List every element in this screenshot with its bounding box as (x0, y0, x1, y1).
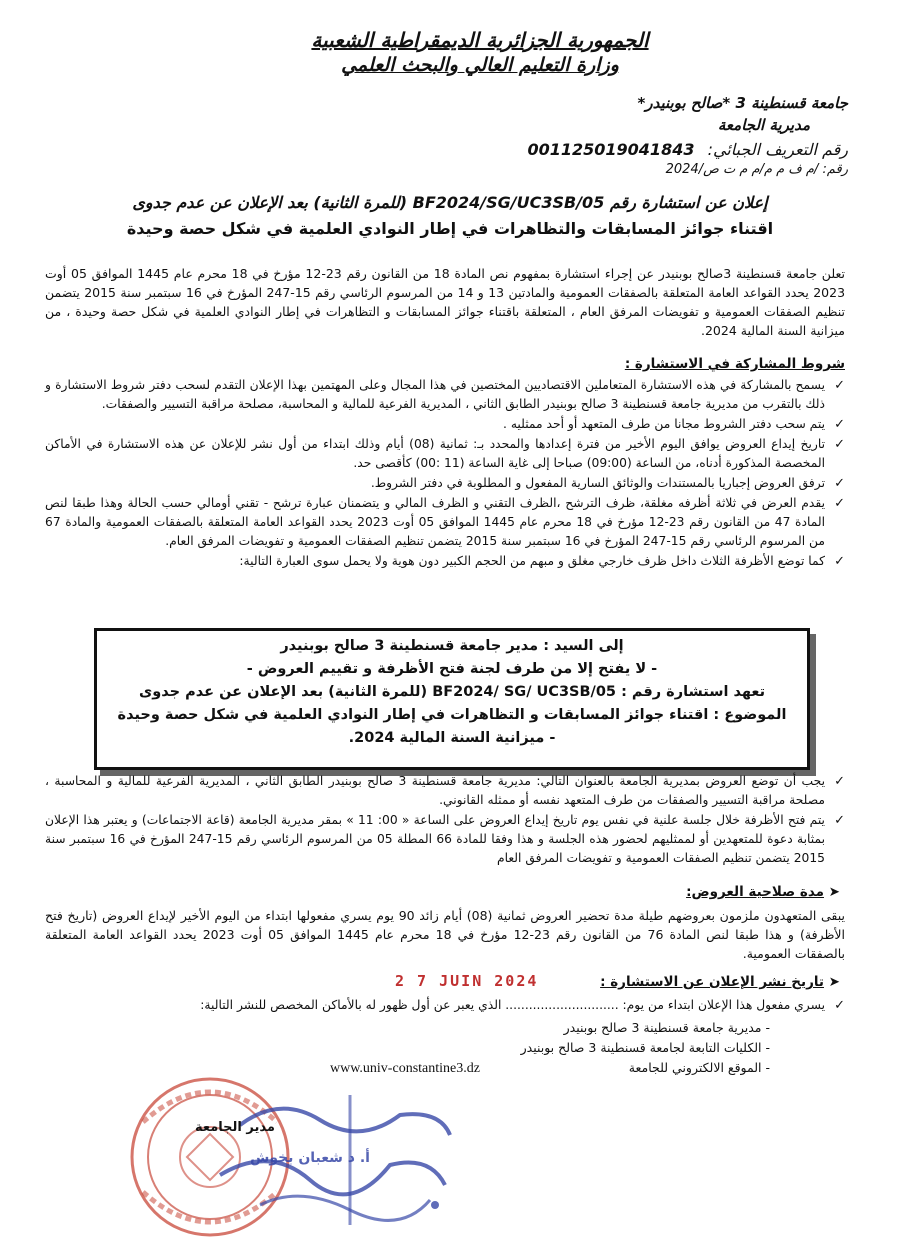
directorate-name: مديرية الجامعة (717, 116, 810, 134)
signatory-title: مدير الجامعة (195, 1120, 275, 1135)
publication-heading: ➤ تاريخ نشر الإعلان عن الاستشارة : (600, 974, 840, 990)
list-item: ✓ يتم سحب دفتر الشروط مجانا من طرف المتعهد أو أحد ممثليه . (45, 415, 845, 434)
university-name: جامعة قسنطينة 3 *صالح بوبنيدر* (637, 94, 848, 112)
intro-paragraph: تعلن جامعة قسنطينة 3صالح بوبنيدر عن إجراء استشارة بمفهوم نص المادة 18 من القانون رقم 23-12 مؤرخ في 18 محرم عام 1445 الموافق 05 أوت 2023 يحدد القواعد العامة المتعلقة بالصفقات العمومية والمادتين 13 و 14 من المرسوم الرئاسي رقم 15-247 المؤرخ في 16 سبتمبر سنة 2015 يتضمن تنظيم الصفقات العمومية و تفويضات المرفق العام ، المتعلقة باقتناء جوائز المسابقات و التظاهرات في إطار النوادي العلمية في شكل حصة وحيدة ، من ميزانية السنة المالية 2024. (45, 266, 846, 338)
list-item: - مديرية جامعة قسنطينة 3 صالح بوبنيدر (521, 1018, 770, 1038)
notice-title (60, 190, 840, 242)
list-item: ✓ يسمح بالمشاركة في هذه الاستشارة المتعاملين الاقتصاديين المختصين في هذا المجال وعلى المهتمين بهذا الإعلان التقدم لسحب دفتر شروط الاستشارة و ذلك بالتقرب من مديرية جامعة قسنطينة 3 صالح بوبنيدر الطابق الثاني ، المديرية الفرعية للمالية و المحاسبة، مصلحة مراقبة التسيير والصفقات. (45, 376, 845, 414)
title-line-2: اقتناء جوائز المسابقات والتظاهرات في إطار النوادي العلمية في شكل حصة وحيدة (126, 219, 774, 238)
signatory-name: أ. د شعبان بخوش (250, 1150, 370, 1166)
date-stamp: 2 7 JUIN 2024 (395, 972, 539, 990)
envelope-subject: الموضوع : اقتناء جوائز المسابقات و التظاهرات في إطار النوادي العلمية في شكل حصة وحيدة (117, 707, 787, 723)
validity-paragraph: يبقى المتعهدون ملزمون بعروضهم طيلة مدة تحضير العروض ثمانية (08) أيام زائد 90 يوم يسري مفعولها ابتداء من اليوم الأخير لإيداع العروض (تاريخ فتح الأظرفة) و هذا طبقا لنص المادة 76 من القانون رقم 23-12 مؤرخ في 18 محرم عام 1445 الموافق 05 أوت 2023 يحدد القواعد العامة المتعلقة بالصفقات العمومية. (45, 908, 845, 961)
publication-places (521, 1018, 770, 1078)
list-item: ✓ يجب أن توضع العروض بمديرية الجامعة بالعنوان التالي: مديرية جامعة قسنطينة 3 صالح بوبنيدر الطابق الثاني ، المديرية الفرعية للمالية و المحاسبة ، مصلحة مراقبة التسيير والصفقات من طرف المتعهد نفسه أو ممثله القانوني. (45, 772, 845, 810)
arrow-icon: ➤ (823, 884, 840, 900)
list-item: ✓ ترفق العروض إجباريا بالمستندات والوثائق السارية المفعول و المطلوبة في دفتر الشروط. (45, 474, 845, 493)
envelope-consultation: تعهد استشارة رقم : BF2024/ SG/ UC3SB/05 (للمرة الثانية) بعد الإعلان عن عدم جدوى (138, 684, 766, 700)
tax-id (527, 140, 848, 159)
republic-title: الجمهورية الجزائرية الديمقراطية الشعبية (311, 28, 649, 52)
conditions-heading: شروط المشاركة في الاستشارة : (624, 356, 845, 372)
tax-id-label: رقم التعريف الجبائي: (707, 140, 848, 159)
list-item: ✓ يقدم العرض في ثلاثة أظرفه مغلقة، ظرف الترشح ،الظرف التقني و الظرف المالي و يتضمنان عبارة ترشح - تقني أومالي حسب الحالة وهذا طبقا لنص المادة 47 من القانون رقم 23-12 مؤرخ في 18 محرم عام 1445 الموافق 05 أوت 2023 يحدد القواعد العامة المتعلقة بالصفقات العمومية والمادة 67 من المرسوم الرئاسي رقم 15-247 المؤرخ في 16 سبتمبر سنة 2015 يتضمن تنظيم الصفقات العمومية و تفويضات المرفق العام. (45, 494, 845, 551)
deposit-list (45, 772, 845, 869)
envelope-label-box (94, 628, 810, 770)
tax-id-number: 001125019041843 (527, 140, 695, 159)
list-item: ✓ يتم فتح الأظرفة خلال جلسة علنية في نفس يوم تاريخ إيداع العروض على الساعة « 00: 11 » بمقر مديرية الجامعة (قاعة الاجتماعات) و يعتبر هذا الإعلان بمثابة دعوة للمتعهدين أو لممثليهم لحضور هذه الجلسة و هذا وفقا للمادة 66 المطلة 05 من المرسوم الرئاسي رقم 15-247 المؤرخ في 16 سبتمبر سنة 2015 يتضمن تنظيم الصفقات العمومية و تفويضات المرفق العام (45, 811, 845, 868)
validity-heading: ➤ مدة صلاحية العروض: (686, 884, 840, 900)
list-item: ✓ يسري مفعول هذا الإعلان ابتداء من يوم: ............................. الذي يعبر عن أول ظهور له بالأماكن المخصص للنشر التالية: (45, 996, 845, 1015)
envelope-addressee: إلى السيد : مدير جامعة قسنطينة 3 صالح بوبنيدر (280, 638, 624, 654)
publication-list (45, 996, 845, 1016)
arrow-icon: ➤ (823, 974, 840, 990)
website-link[interactable]: www.univ-constantine3.dz (330, 1061, 480, 1076)
ministry-title: وزارة التعليم العالي والبحث العلمي (341, 54, 619, 76)
letterhead (180, 28, 780, 76)
reference-line: رقم: /م ف م م/م م ت ص/2024 (665, 162, 848, 177)
list-item: ✓ كما توضع الأظرفة الثلاث داخل ظرف خارجي مغلق و مبهم من الحجم الكبير دون هوية ولا يحمل سوى العبارة التالية: (45, 552, 845, 571)
list-item: ✓ تاريخ إيداع العروض يوافق اليوم الأخير من فترة إعدادها والمحدد بـ: ثمانية (08) أيام وذلك ابتداء من أول نشر للإعلان عن هذه الاستشارة في الأماكن المخصصة المذكورة أدناه، من الساعة (09:00) صباحا إلى غاية الساعة (11 :00) كأقصى حد. (45, 435, 845, 473)
conditions-list (45, 376, 845, 572)
envelope-budget: - ميزانية السنة المالية 2024. (348, 730, 556, 746)
envelope-notice: - لا يفتح إلا من طرف لجنة فتح الأظرفة و تقييم العروض - (246, 661, 658, 677)
list-item: - الموقع الالكتروني للجامعة (521, 1058, 770, 1078)
list-item: - الكليات التابعة لجامعة قسنطينة 3 صالح بوبنيدر (521, 1038, 770, 1058)
title-line-1: إعلان عن استشارة رقم BF2024/SG/UC3SB/05 (للمرة الثانية) بعد الإعلان عن عدم جدوى (132, 193, 768, 212)
